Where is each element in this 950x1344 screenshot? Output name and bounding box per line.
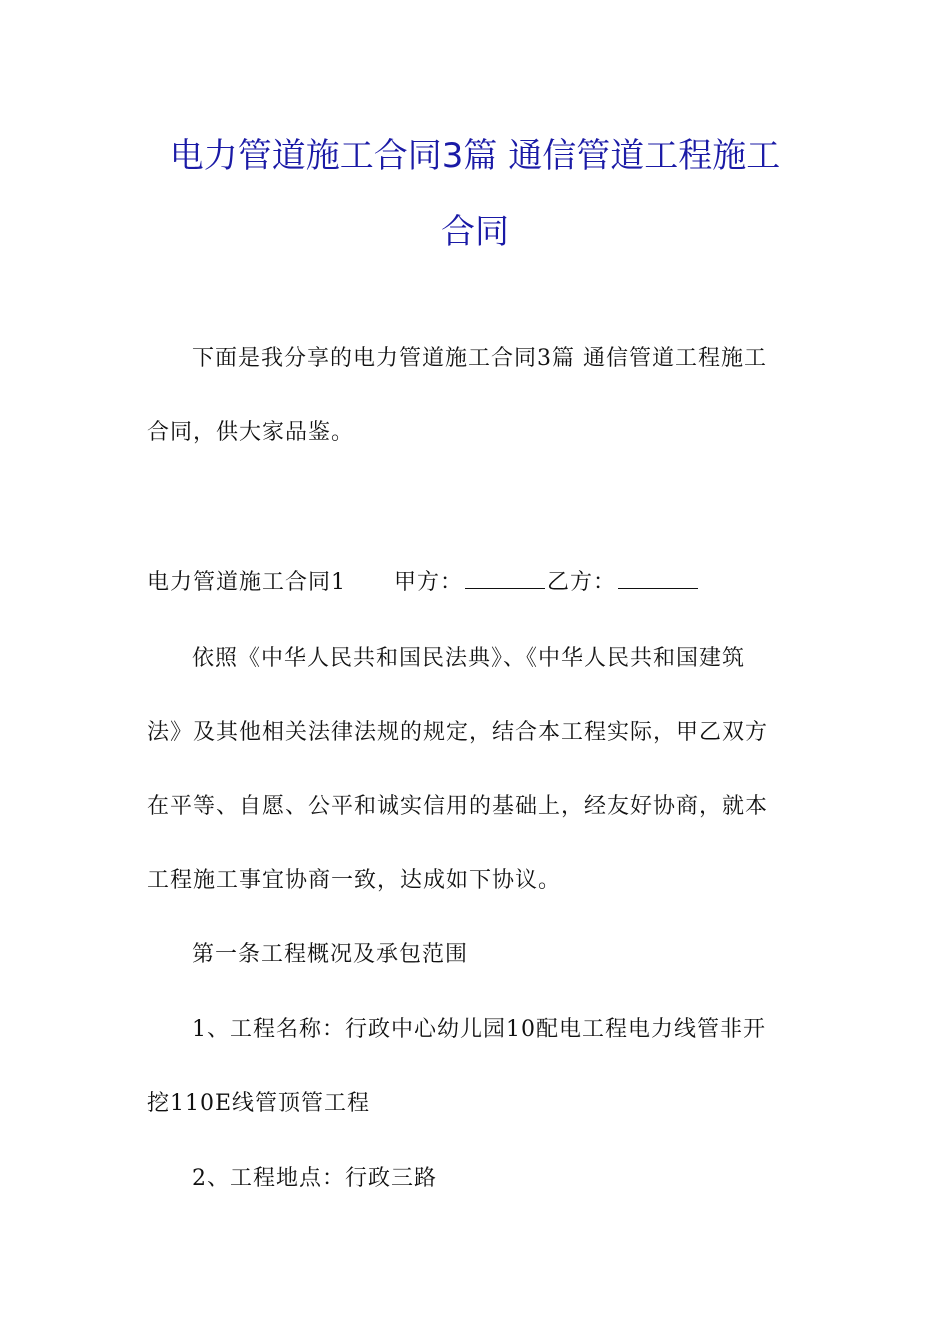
preamble-line-1: 依照《中华人民共和国民法典》、《中华人民共和国建筑 xyxy=(192,646,746,671)
article-1-item-1 xyxy=(147,993,807,1141)
contract-heading: 电力管道施工合同1 xyxy=(147,570,346,595)
intro-line-2: 合同，供大家品鉴。 xyxy=(147,420,355,445)
intro-line-1: 下面是我分享的电力管道施工合同3篇 通信管道工程施工 xyxy=(192,346,767,371)
preamble-line-4: 工程施工事宜协商一致，达成如下协议。 xyxy=(147,868,562,893)
preamble-line-2: 法》及其他相关法律法规的规定，结合本工程实际，甲乙双方 xyxy=(147,720,769,745)
preamble-paragraph xyxy=(147,622,807,918)
article-1-item-2: 2、工程地点：行政三路 xyxy=(192,1166,437,1191)
item-1-line-2: 挖110E线管顶管工程 xyxy=(147,1091,371,1116)
intro-paragraph xyxy=(147,322,807,470)
party-a-blank xyxy=(465,570,545,589)
party-a-label: 甲方： xyxy=(394,570,464,595)
title-line-1: 电力管道施工合同3篇 通信管道工程施工 xyxy=(169,136,781,176)
item-1-line-1: 1、工程名称：行政中心幼儿园10配电工程电力线管非开 xyxy=(192,1017,766,1042)
contract-header xyxy=(147,546,807,620)
article-1-heading: 第一条工程概况及承包范围 xyxy=(192,942,469,967)
preamble-line-3: 在平等、自愿、公平和诚实信用的基础上，经友好协商，就本 xyxy=(147,794,769,819)
party-b-blank xyxy=(618,570,698,589)
title-line-2: 合同 xyxy=(441,212,509,252)
party-b-label: 乙方： xyxy=(547,570,617,595)
document-title xyxy=(110,118,840,270)
